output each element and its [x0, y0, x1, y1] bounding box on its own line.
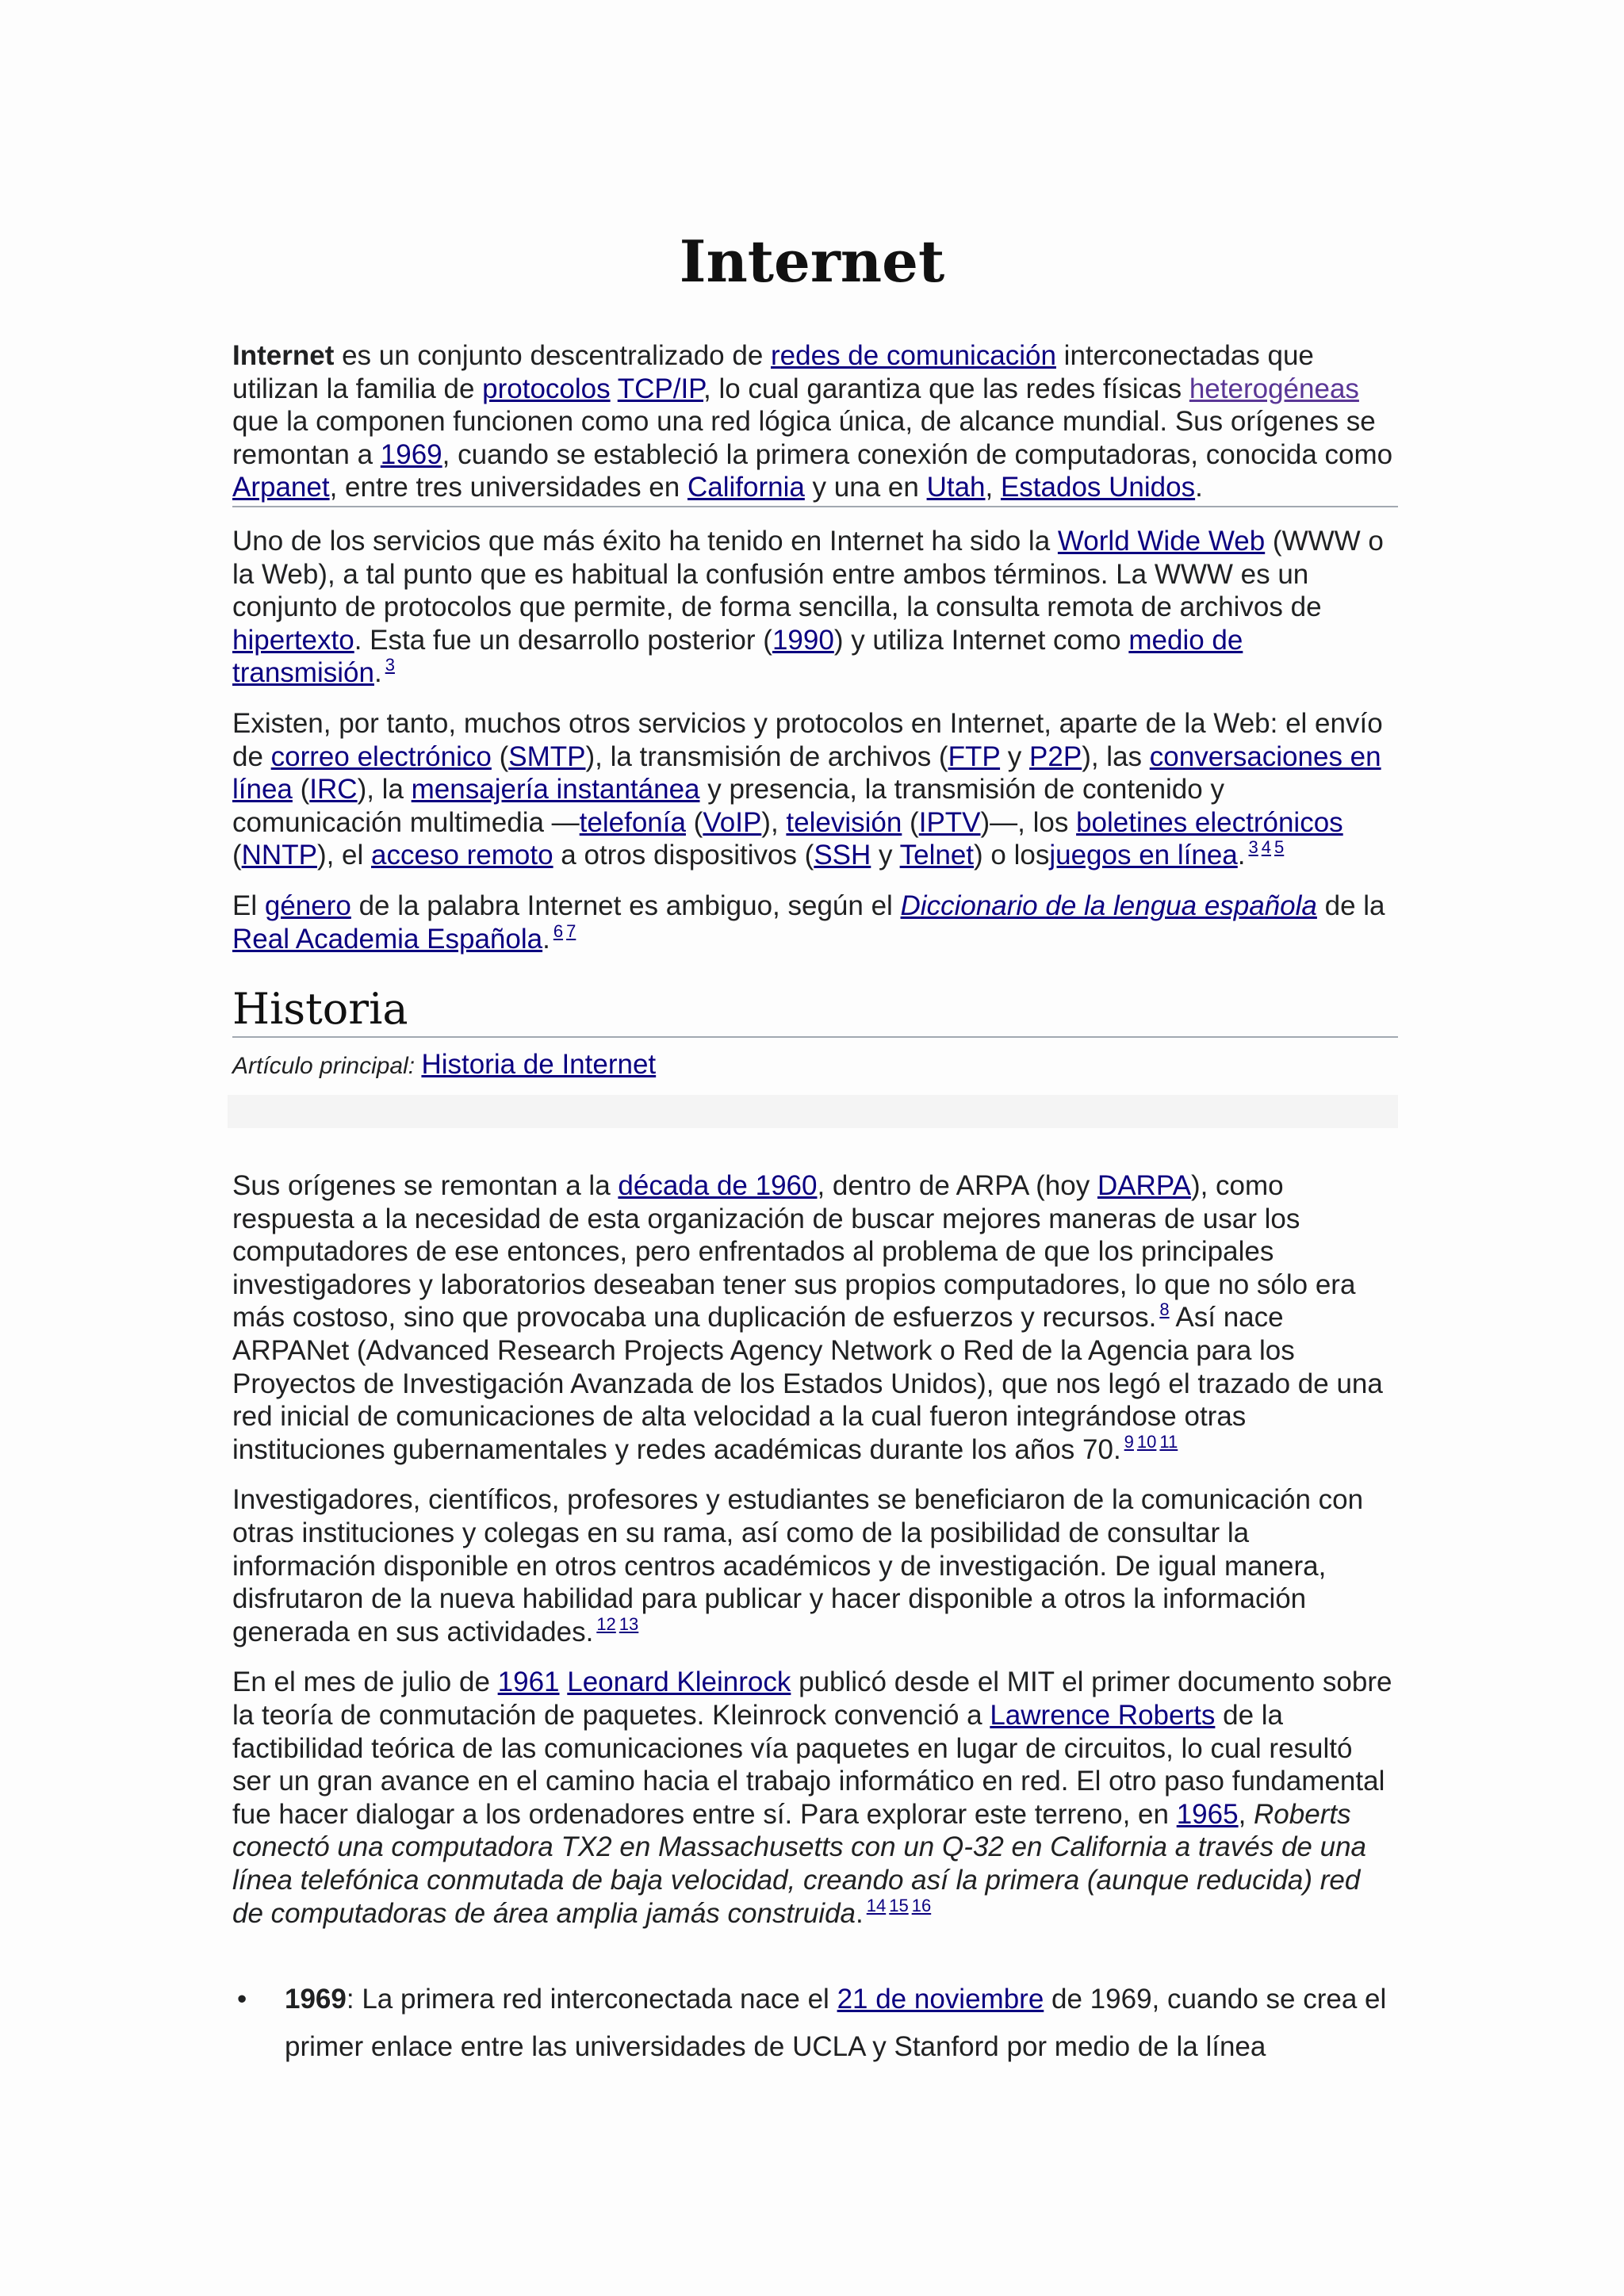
bullet-icon: •	[237, 1984, 247, 2015]
ref-link[interactable]: 4	[1261, 837, 1271, 858]
link-california[interactable]: California	[687, 472, 805, 503]
link-decada-de-1960[interactable]: década de 1960	[618, 1170, 818, 1202]
link-tcp-ip[interactable]: TCP/IP	[617, 373, 704, 404]
www-paragraph: Uno de los servicios que más éxito ha tenido en Internet ha sido la World Wide Web (WWW o la Web), a tal punto que es habitual la confusión entre ambos términos. La WWW es un conjunto de protocolos que permite, de forma sencilla, la consulta remota de archivos de hipertexto. Esta fue un desarrollo posterior (1990) y utiliza Internet como medio de transmisión. $^3$	[232, 525, 1384, 689]
link-smtp[interactable]: SMTP	[508, 740, 586, 772]
ref-link[interactable]: 11	[1159, 1431, 1178, 1452]
link-television[interactable]: televisión	[786, 806, 902, 838]
article-body	[232, 339, 1398, 2071]
link-utah[interactable]: Utah	[926, 472, 986, 503]
link-boletines-electronicos[interactable]: boletines electrónicos	[1076, 806, 1343, 838]
link-juegos-en-linea[interactable]: juegos en línea	[1049, 840, 1238, 871]
reference-marker	[382, 655, 395, 675]
ref-link[interactable]: 16	[911, 1895, 932, 1915]
ref-link[interactable]: 3	[1248, 837, 1258, 858]
link-correo-electronico[interactable]: correo electrónico	[270, 740, 492, 772]
ref-link[interactable]: 5	[1274, 837, 1285, 858]
link-voip[interactable]: VoIP	[703, 806, 762, 838]
link-1961[interactable]: 1961	[497, 1667, 560, 1698]
link-21-de-noviembre[interactable]: 21 de noviembre	[837, 1984, 1044, 2015]
main-article-hatnote: Artículo principal: Historia de Internet	[232, 1049, 657, 1081]
link-iptv[interactable]: IPTV	[918, 806, 981, 838]
section-heading-historia: Historia	[232, 984, 1398, 1038]
link-real-academia-espanola[interactable]: Real Academia Española	[232, 923, 543, 955]
link-mensajeria-instantanea[interactable]: mensajería instantánea	[411, 774, 700, 806]
kleinrock-paragraph: En el mes de julio de 1961 Leonard Kleinrock publicó desde el MIT el primer documento sobre la teoría de conmutación de paquetes. Kleinrock convenció a Lawrence Roberts de la factibilidad teórica de las comunicaciones vía paquetes en lugar de circuitos, lo cual resultó ser un gran avance en el camino hacia el trabajo informático en red. El otro paso fundamental fue hacer dialogar a los ordenadores entre sí. Para explorar este terreno, en 1965, Roberts conectó una computadora TX2 en Massachusetts con un Q-32 en California a través de una línea telefónica conmutada de baja velocidad, creando así la primera (aunque reducida) red de computadoras de área amplia jamás construida. $^{14 15 16}$	[232, 1667, 1392, 1929]
ref-link[interactable]: 13	[619, 1613, 639, 1634]
link-medio-de-transmision[interactable]: medio de transmisión	[232, 624, 1243, 689]
ref-link[interactable]: 3	[385, 655, 395, 675]
link-diccionario[interactable]: Diccionario de la lengua española	[900, 890, 1317, 921]
link-ssh[interactable]: SSH	[814, 840, 871, 871]
link-genero[interactable]: género	[264, 890, 351, 921]
link-telnet[interactable]: Telnet	[899, 840, 975, 871]
link-conversaciones-en-linea[interactable]: conversaciones en línea	[232, 740, 1381, 806]
link-nntp[interactable]: NNTP	[241, 840, 317, 871]
term-bold: Internet	[232, 340, 335, 371]
link-1969[interactable]: 1969	[380, 438, 442, 470]
researchers-paragraph: Investigadores, científicos, profesores y estudiantes se beneficiaron de la comunicación con otras instituciones y colegas en su rama, así como de la posibilidad de consultar la información disponible en otros centros académicos y de investigación. De igual manera, disfrutaron de la nueva habilidad para publicar y hacer disponible a otros la información generada en sus actividades. $^{12 13}$	[232, 1484, 1364, 1647]
ref-link[interactable]: 12	[596, 1613, 616, 1634]
link-darpa[interactable]: DARPA	[1097, 1170, 1191, 1202]
link-historia-de-internet[interactable]: Historia de Internet	[421, 1049, 657, 1081]
link-redes-de-comunicacion[interactable]: redes de comunicación	[771, 340, 1056, 371]
reference-marker	[593, 1614, 638, 1634]
ref-link[interactable]: 10	[1136, 1431, 1157, 1452]
shaded-band	[228, 1095, 1398, 1128]
gender-paragraph: El género de la palabra Internet es ambiguo, según el Diccionario de la lengua española de la Real Academia Española. $^{6 7}$	[232, 890, 1385, 955]
ref-link[interactable]: 15	[889, 1895, 909, 1915]
origins-paragraph: Sus orígenes se remontan a la década de 1960, dentro de ARPA (hoy DARPA), como respuesta a la necesidad de esta organización de buscar mejores maneras de usar los computadores de ese entonces, pero enfrentados al problema de que los principales investigadores y laboratorios deseaban tener sus propios computadores, lo que no sólo era más costoso, sino que provocaba una duplicación de esfuerzos y recursos. $^8$ Así nace ARPANet (Advanced Research Projects Agency Network o Red de la Agencia para los Proyectos de Investigación Avanzada de los Estados Unidos), que nos legó el trazado de una red inicial de comunicaciones de alta velocidad a la cual fueron integrándose otras instituciones gubernamentales y redes académicas durante los años 70. $^{9 10 11}$	[232, 1170, 1383, 1465]
intro-paragraph: Internet es un conjunto descentralizado de redes de comunicación interconectadas que utilizan la familia de protocolos TCP/IP, lo cual garantiza que las redes físicas heterogéneas que la componen funcionen como una red lógica única, de alcance mundial. Sus orígenes se remontan a 1969, cuando se estableció la primera conexión de computadoras, conocida como Arpanet, entre tres universidades en California y una en Utah, Estados Unidos.	[232, 339, 1398, 507]
list-item: • 1969: La primera red interconectada nace el 21 de noviembre de 1969, cuando se crea el primer enlace entre las universidades de UCLA y Stanford por medio de la línea	[285, 1976, 1398, 2071]
reference-marker	[550, 921, 576, 941]
link-arpanet[interactable]: Arpanet	[232, 472, 330, 503]
services-paragraph: Existen, por tanto, muchos otros servicios y protocolos en Internet, aparte de la Web: el envío de correo electrónico (SMTP), la transmisión de archivos (FTP y P2P), las conversaciones en línea (IRC), la mensajería instantánea y presencia, la transmisión de contenido y comunicación multimedia —telefonía (VoIP), televisión (IPTV)—, los boletines electrónicos (NNTP), el acceso remoto a otros dispositivos (SSH y Telnet) o losjuegos en línea. $^{3 4 5}$	[232, 707, 1383, 871]
link-heterogeneas[interactable]: heterogéneas	[1189, 373, 1359, 404]
ref-link[interactable]: 6	[553, 920, 564, 941]
ref-link[interactable]: 9	[1124, 1431, 1134, 1452]
ref-link[interactable]: 14	[866, 1895, 887, 1915]
ref-link[interactable]: 8	[1159, 1299, 1170, 1320]
link-ftp[interactable]: FTP	[948, 740, 1001, 772]
link-irc[interactable]: IRC	[309, 774, 358, 806]
reference-marker	[1156, 1299, 1169, 1319]
link-leonard-kleinrock[interactable]: Leonard Kleinrock	[567, 1667, 791, 1698]
events-list	[232, 1976, 1398, 2071]
link-p2p[interactable]: P2P	[1029, 740, 1082, 772]
reference-marker	[1246, 837, 1285, 857]
link-lawrence-roberts[interactable]: Lawrence Roberts	[990, 1700, 1216, 1731]
link-hipertexto[interactable]: hipertexto	[232, 624, 354, 656]
reference-marker	[1121, 1432, 1178, 1452]
link-world-wide-web[interactable]: World Wide Web	[1057, 525, 1266, 557]
link-estados-unidos[interactable]: Estados Unidos	[1000, 472, 1196, 503]
link-1990[interactable]: 1990	[772, 624, 834, 656]
ref-link[interactable]: 7	[566, 920, 576, 941]
link-telefonia[interactable]: telefonía	[579, 806, 686, 838]
link-1965[interactable]: 1965	[1176, 1798, 1239, 1830]
reference-marker	[864, 1896, 931, 1915]
link-acceso-remoto[interactable]: acceso remoto	[371, 840, 553, 871]
page-title: Internet	[679, 228, 945, 296]
link-protocolos[interactable]: protocolos	[482, 373, 611, 404]
